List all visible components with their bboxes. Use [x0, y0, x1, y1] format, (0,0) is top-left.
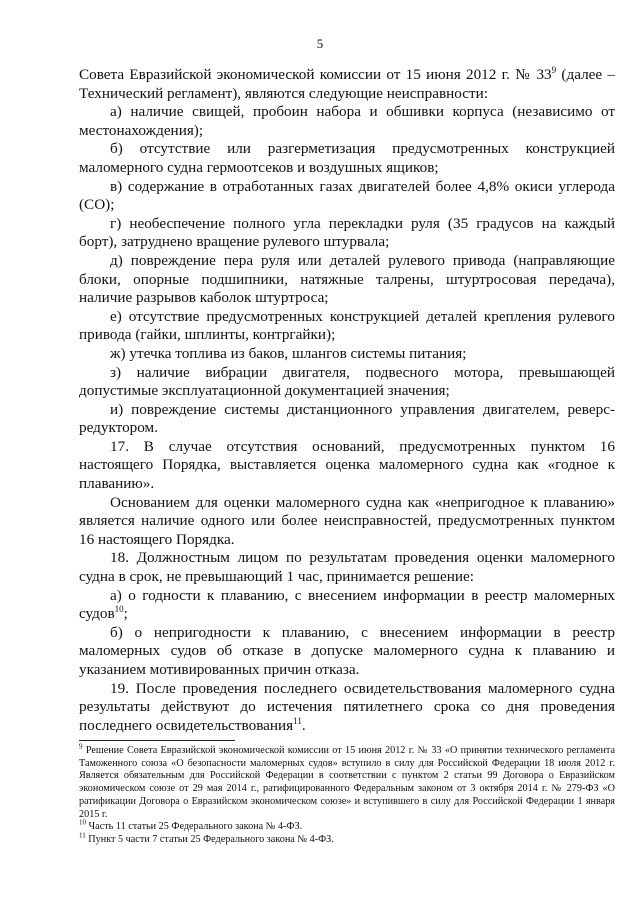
- clause-18-a: [79, 587, 615, 624]
- page-number: 5: [316, 36, 324, 51]
- item-i: и) повреждение системы дистанционного управления двигателем, реверс-редуктором.: [79, 400, 615, 437]
- item-v: в) содержание в отработанных газах двигателей более 4,8% окиси углерода (СО);: [79, 177, 615, 214]
- footnotes: [79, 742, 615, 847]
- footnote-mark: 10: [79, 818, 86, 827]
- paragraph-continuation: [79, 66, 615, 103]
- footnote-11: [79, 831, 615, 847]
- clause-17-basis: Основанием для оценки маломерного судна как «непригодное к плаванию» является наличие одного или более неисправностей, предусмотренных пунктом 16 настоящего Порядка.: [79, 493, 615, 548]
- item-b: б) отсутствие или разгерметизация предусмотренных конструкцией маломерного судна гермоотсеков и воздушных ящиков;: [79, 140, 615, 176]
- footnote-text: Часть 11 статьи 25 Федерального закона № 4-ФЗ.: [86, 821, 303, 833]
- paragraph-text: а) о годности к плаванию, с внесением информации в реестр маломерных судов: [79, 586, 615, 623]
- footnote-10: [79, 818, 615, 834]
- clause-19: [79, 680, 615, 736]
- clause-18: 18. Должностным лицом по результатам проведения оценки маломерного судна в срок, не превышающий 1 час, принимается решение:: [79, 549, 615, 586]
- footnote-mark: 11: [79, 831, 86, 840]
- footnote-ref-9[interactable]: 9: [551, 64, 557, 75]
- paragraph-text-tail: .: [301, 716, 306, 734]
- clause-18-b: б) о непригодности к плаванию, с внесением информации в реестр маломерных судов об отказе в допуске маломерного судна к плаванию и указанием мотивированных причин отказа.: [79, 623, 615, 678]
- footnote-ref-11[interactable]: 11: [293, 715, 302, 726]
- footnote-mark: 9: [79, 742, 83, 751]
- footnote-ref-10[interactable]: 10: [114, 604, 124, 615]
- footnote-text: Пункт 5 части 7 статьи 25 Федерального закона № 4-ФЗ.: [85, 833, 334, 845]
- item-d: д) повреждение пера руля или деталей рулевого привода (направляющие блоки, опорные подшипники, натяжные талрены, штуртросовая передача), наличие разрывов каболок штуртроса;: [79, 251, 615, 307]
- footnote-divider: [79, 740, 235, 741]
- footnote-text: Решение Совета Евразийской экономической комиссии от 15 июня 2012 г. № 33 «О принятии технического регламента Таможенного союза «О безопасности маломерных судов» вступило в силу для Российской Федерации 18 июля 2012 г. Является обязательным для Российской Федерации в соответствии с пунктом 2 статьи 99 Договора о Евразийском экономическом союзе от 29 мая 2014 г., ратифицированного Федеральным законом от 3 октября 2014 г. № 279-ФЗ «О ратификации Договора о Евразийском экономическом союзе» и вступившего в силу для Российской Федерации 1 января 2015 г.: [79, 745, 615, 820]
- body-text: [79, 66, 615, 735]
- paragraph-text: Совета Евразийской экономической комиссии от 15 июня 2012 г. № 33: [79, 66, 552, 83]
- item-g: г) необеспечение полного угла перекладки руля (35 градусов на каждый борт), затруднено вращение рулевого штурвала;: [79, 214, 615, 251]
- item-z: з) наличие вибрации двигателя, подвесного мотора, превышающей допустимые эксплуатационной документацией значения;: [79, 363, 615, 400]
- item-e: е) отсутствие предусмотренных конструкцией деталей крепления рулевого привода (гайки, шплинты, контргайки);: [79, 307, 615, 344]
- footnote-9: [79, 742, 615, 821]
- item-zh: ж) утечка топлива из баков, шлангов системы питания;: [110, 344, 467, 362]
- paragraph-text: 19. После проведения последнего освидетельствования маломерного судна результаты действуют до истечения пятилетнего срока со дня проведения последнего освидетельствования: [79, 679, 615, 734]
- item-a: а) наличие свищей, пробоин набора и обшивки корпуса (независимо от местонахождения);: [79, 103, 615, 139]
- clause-17: 17. В случае отсутствия оснований, предусмотренных пунктом 16 настоящего Порядка, выставляется оценка маломерного судна как «годное к плаванию».: [79, 437, 615, 493]
- paragraph-text-tail: ;: [123, 605, 128, 623]
- paragraph-text-tail: (далее – Технический регламент), являются следующие неисправности:: [79, 66, 615, 102]
